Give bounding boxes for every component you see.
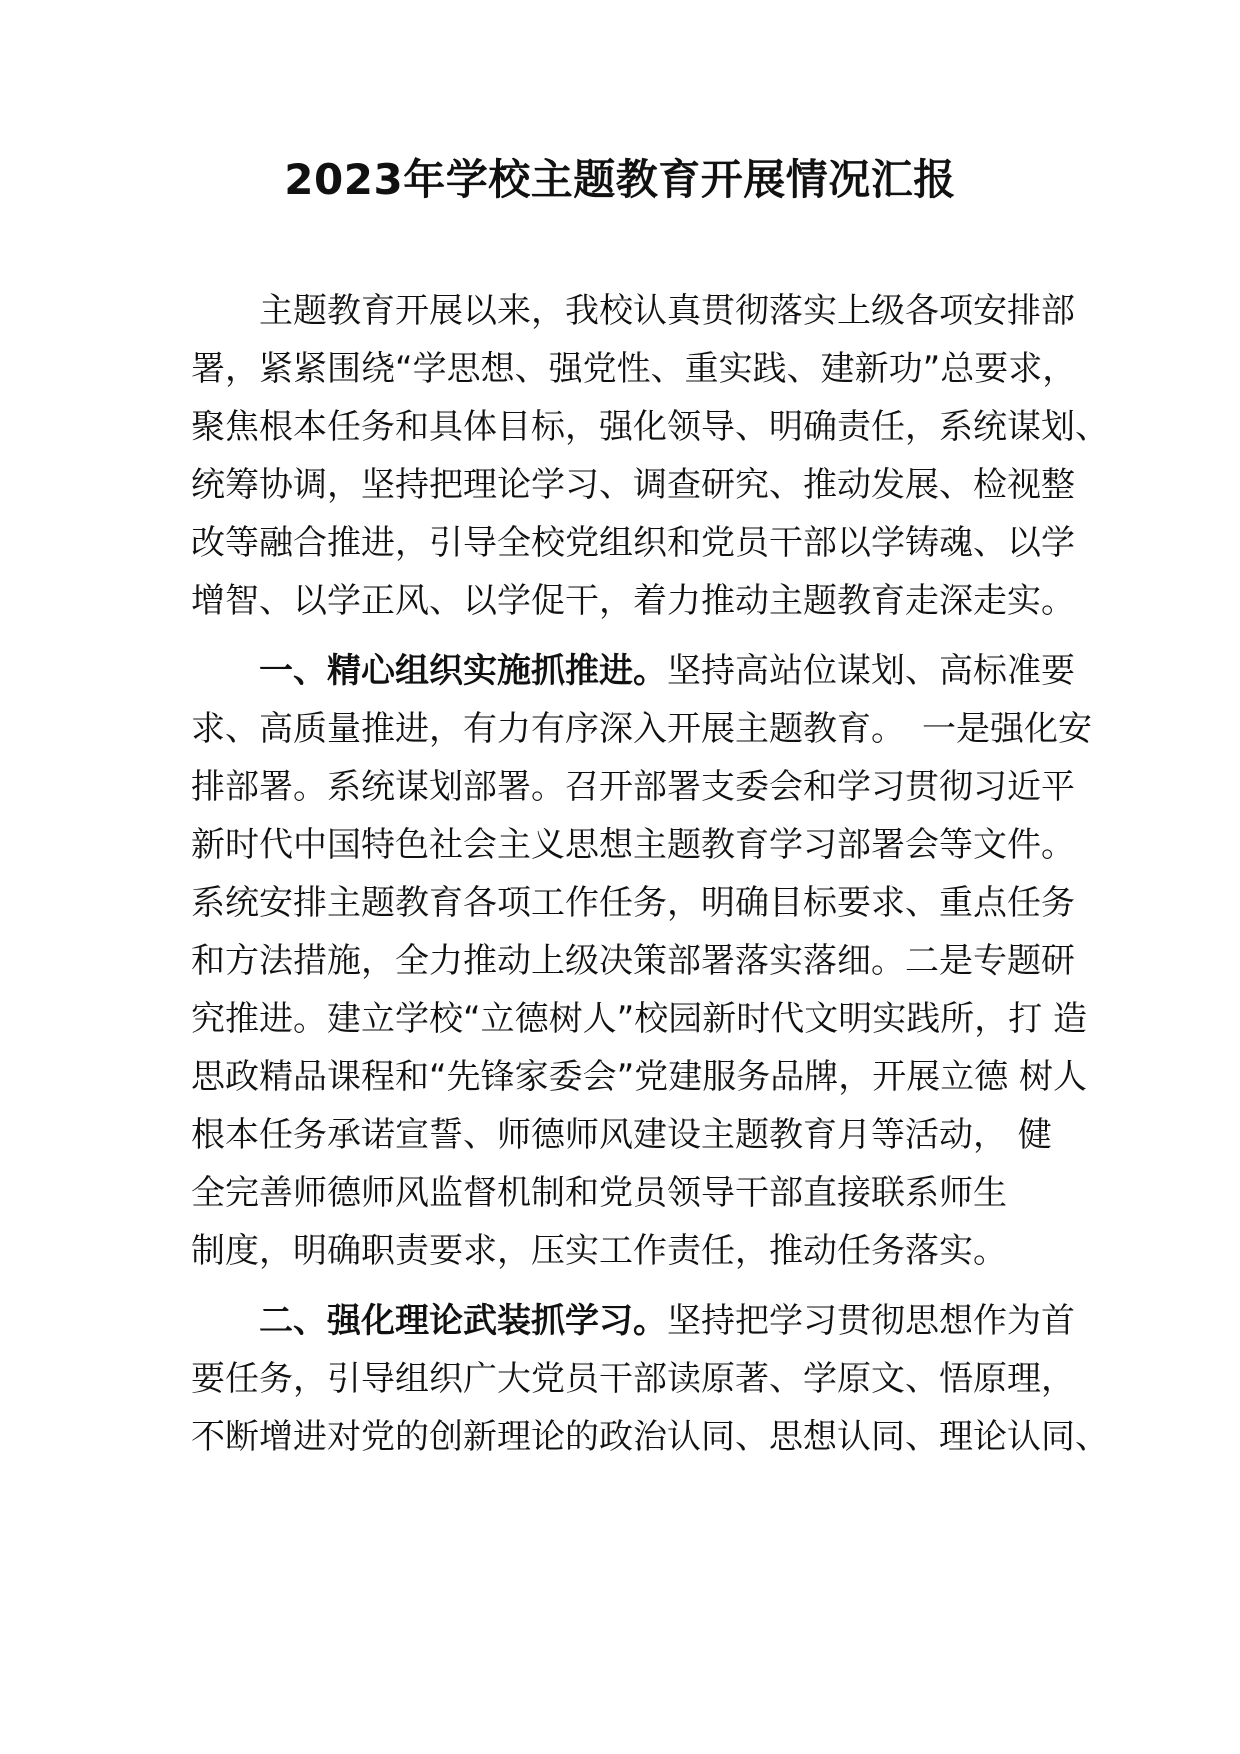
section-1-line: 制度，明确职责要求，压实工作责任，推动任务落实。 xyxy=(191,1231,1007,1271)
intro-line: 署，紧紧围绕“学思想、强党性、重实践、建新功”总要求， xyxy=(191,349,1077,389)
section-1-first-line xyxy=(191,642,1075,700)
intro-line: 改等融合推进，引导全校党组织和党员干部以学铸魂、以学 xyxy=(191,523,1075,563)
paragraph-spacer xyxy=(191,1280,1071,1292)
document-title: 2023年学校主题教育开展情况汇报 xyxy=(284,155,956,204)
section-1-line: 究推进。建立学校“立德树人”校园新时代文明实践所，打 造 xyxy=(191,999,1088,1039)
section-1-line: 求、高质量推进，有力有序深入开展主题教育。 一是强化安 xyxy=(191,709,1092,749)
paragraph-spacer xyxy=(191,630,1071,642)
section-2-line: 不断增进对党的创新理论的政治认同、思想认同、理论认同、 xyxy=(191,1417,1109,1457)
document-body xyxy=(191,282,1109,1466)
intro-paragraph xyxy=(191,282,1109,630)
section-1-line: 排部署。系统谋划部署。召开部署支委会和学习贯彻习近平 xyxy=(191,767,1075,807)
section-2-line: 要任务，引导组织广大党员干部读原著、学原文、悟原理， xyxy=(191,1359,1075,1399)
section-1-paragraph xyxy=(191,642,1092,1280)
section-2-paragraph xyxy=(191,1292,1109,1466)
section-2-heading: 二、强化理论武装抓学习。 xyxy=(191,1301,667,1341)
intro-line: 主题教育开展以来，我校认真贯彻落实上级各项安排部 xyxy=(191,291,1075,331)
section-2-first-line-text: 坚持把学习贯彻思想作为首 xyxy=(667,1301,1075,1341)
section-1-line: 全完善师德师风监督机制和党员领导干部直接联系师生 xyxy=(191,1173,1007,1213)
section-1-line: 系统安排主题教育各项工作任务，明确目标要求、重点任务 xyxy=(191,883,1075,923)
section-1-line: 根本任务承诺宣誓、师德师风建设主题教育月等活动， 健 xyxy=(191,1115,1052,1155)
section-1-line: 思政精品课程和“先锋家委会”党建服务品牌，开展立德 树人 xyxy=(191,1057,1088,1097)
section-1-heading: 一、精心组织实施抓推进。 xyxy=(191,651,667,691)
section-1-line: 和方法措施，全力推动上级决策部署落实落细。二是专题研 xyxy=(191,941,1075,981)
section-2-first-line xyxy=(191,1292,1075,1350)
section-1-line: 新时代中国特色社会主义思想主题教育学习部署会等文件。 xyxy=(191,825,1075,865)
section-1-first-line-text: 坚持高站位谋划、高标准要 xyxy=(667,651,1075,691)
intro-line: 统筹协调，坚持把理论学习、调查研究、推动发展、检视整 xyxy=(191,465,1075,505)
intro-line: 聚焦根本任务和具体目标，强化领导、明确责任，系统谋划、 xyxy=(191,407,1109,447)
intro-line: 增智、以学正风、以学促干，着力推动主题教育走深走实。 xyxy=(191,581,1075,621)
